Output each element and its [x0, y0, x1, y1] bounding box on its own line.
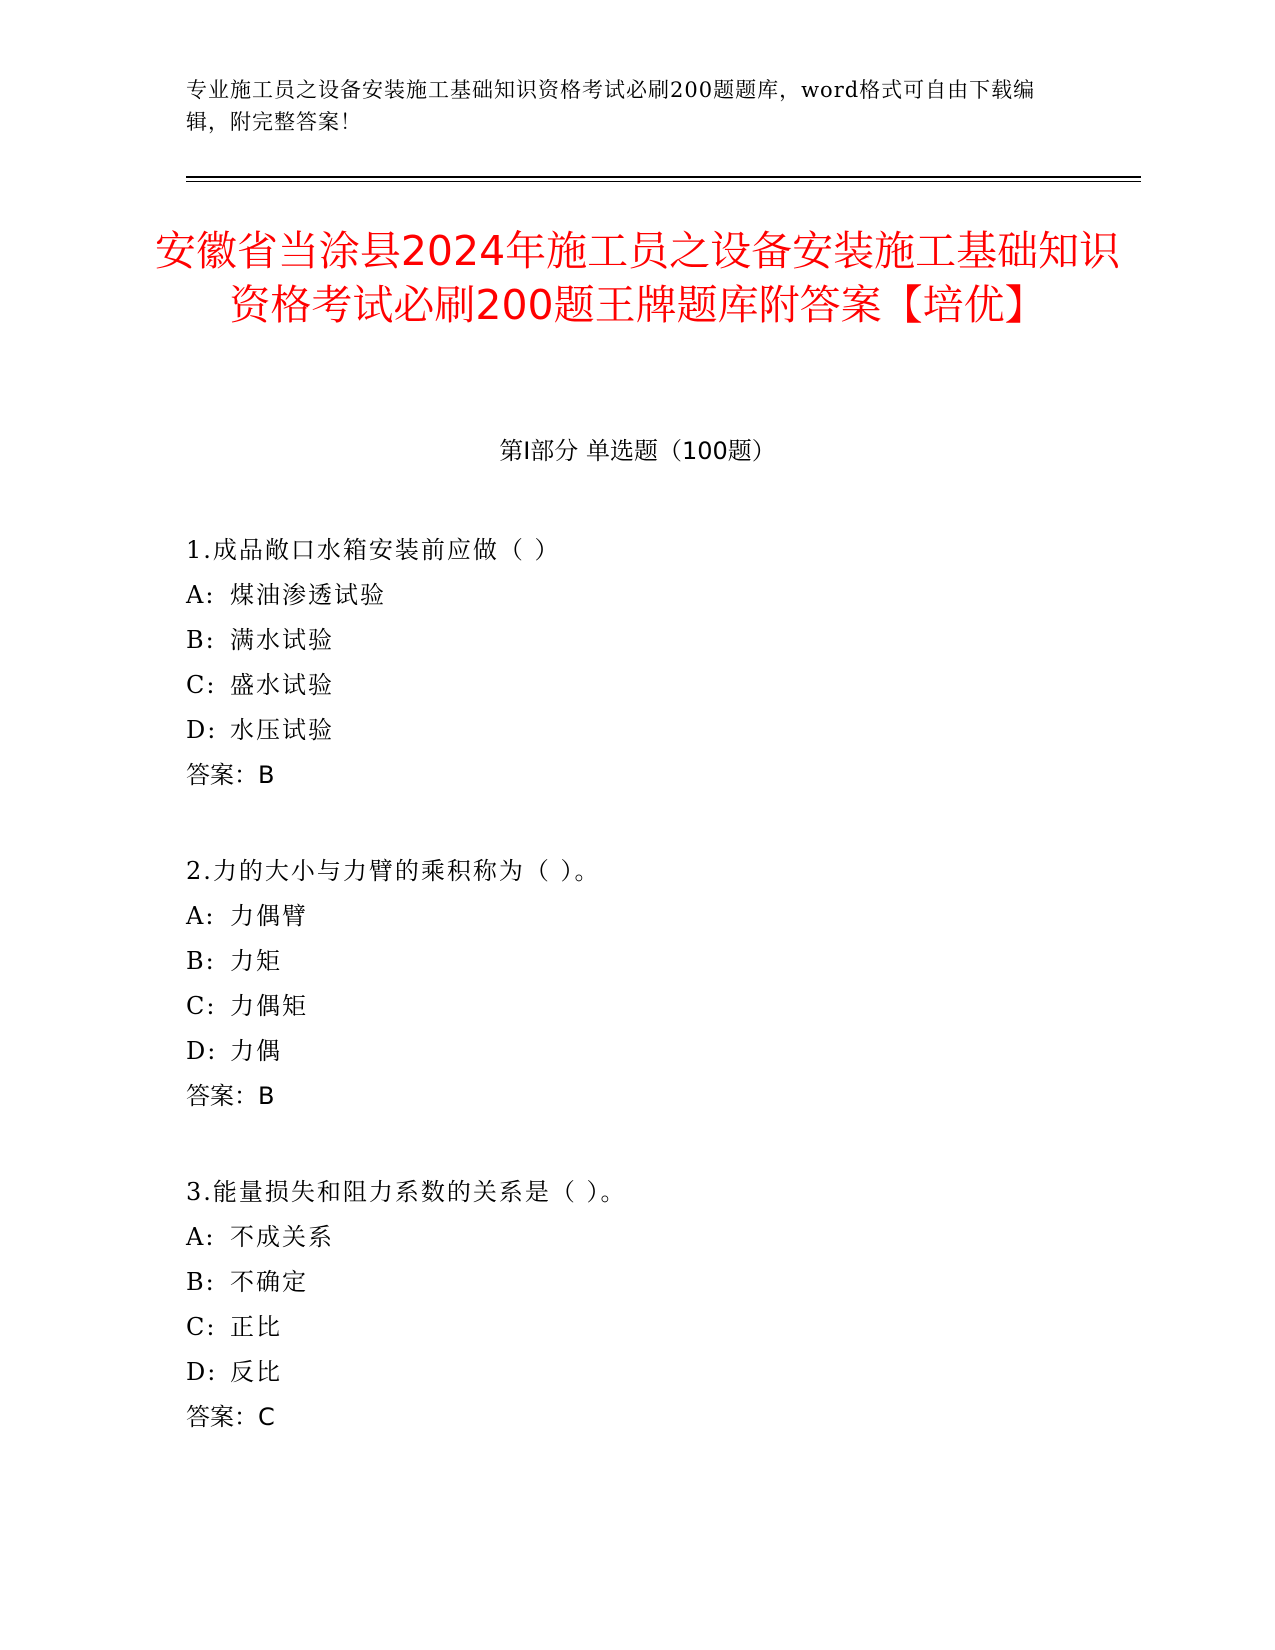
- question-item: [186, 1170, 1106, 1440]
- option-letter: A:: [186, 581, 216, 609]
- option-text: 煤油渗透试验: [230, 581, 386, 609]
- option-d: [186, 708, 1106, 753]
- question-list: [186, 528, 1106, 1491]
- option-text: 不成关系: [230, 1223, 334, 1251]
- option-letter: C:: [186, 992, 217, 1020]
- document-title: 安徽省当涂县2024年施工员之设备安装施工基础知识资格考试必刷200题王牌题库附答案【培优】: [154, 227, 1121, 329]
- option-text: 满水试验: [230, 626, 334, 654]
- answer-line: 答案：C: [186, 1403, 275, 1431]
- option-letter: C:: [186, 671, 217, 699]
- question-stem: 2.力的大小与力臂的乘积称为（ ）。: [186, 857, 601, 885]
- option-b: [186, 939, 1106, 984]
- option-c: [186, 663, 1106, 708]
- option-a: [186, 573, 1106, 618]
- question-stem: 3.能量损失和阻力系数的关系是（ ）。: [186, 1178, 627, 1206]
- option-text: 力矩: [230, 947, 282, 975]
- option-letter: D:: [186, 1358, 218, 1386]
- option-letter: B:: [186, 626, 216, 654]
- question-item: [186, 849, 1106, 1119]
- option-letter: D:: [186, 1037, 218, 1065]
- answer-line: 答案：B: [186, 1082, 275, 1110]
- option-c: [186, 984, 1106, 1029]
- option-letter: D:: [186, 716, 218, 744]
- section-heading: 第Ⅰ部分 单选题（100题）: [499, 437, 776, 465]
- option-text: 盛水试验: [230, 671, 334, 699]
- option-letter: C:: [186, 1313, 217, 1341]
- header-rule-thin: [186, 181, 1141, 182]
- option-b: [186, 1260, 1106, 1305]
- option-text: 不确定: [230, 1268, 308, 1296]
- option-text: 力偶矩: [230, 992, 308, 1020]
- option-b: [186, 618, 1106, 663]
- option-text: 正比: [230, 1313, 282, 1341]
- question-stem: 1.成品敞口水箱安装前应做（ ）: [186, 536, 561, 564]
- option-text: 水压试验: [230, 716, 334, 744]
- option-letter: B:: [186, 1268, 216, 1296]
- option-letter: A:: [186, 1223, 216, 1251]
- option-c: [186, 1305, 1106, 1350]
- answer-line: 答案：B: [186, 761, 275, 789]
- header-note: 专业施工员之设备安装施工基础知识资格考试必刷200题题库，word格式可自由下载编辑，附完整答案！: [186, 78, 1036, 134]
- option-d: [186, 1350, 1106, 1395]
- option-text: 力偶臂: [230, 902, 308, 930]
- option-a: [186, 894, 1106, 939]
- question-item: [186, 528, 1106, 798]
- option-a: [186, 1215, 1106, 1260]
- option-letter: B:: [186, 947, 216, 975]
- option-text: 反比: [230, 1358, 282, 1386]
- option-d: [186, 1029, 1106, 1074]
- option-letter: A:: [186, 902, 216, 930]
- option-text: 力偶: [230, 1037, 282, 1065]
- header-rule-thick: [186, 176, 1141, 178]
